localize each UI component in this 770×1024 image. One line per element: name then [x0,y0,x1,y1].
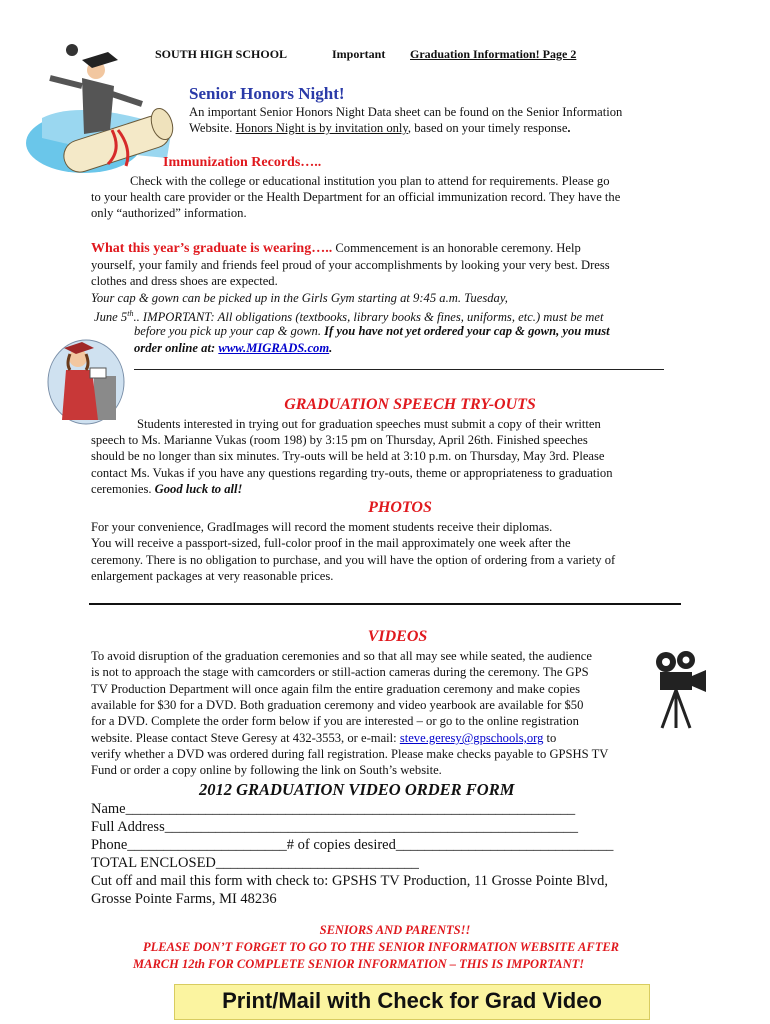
wearing-order-note: If you have not yet ordered your cap & gown, you must [324,324,610,338]
videos-line-5: for a DVD. Complete the order form below if you are interested – or go to the online registration [91,714,579,728]
photos-line-3: ceremony. There is no obligation to purchase, and you will have the option of ordering from a variety of [91,553,616,567]
videos-to: to [543,731,557,745]
wearing-line-7 [134,340,332,357]
photos-line-2: You will receive a passport-sized, full-color proof in the mail approximately one week after the [91,536,571,550]
print-mail-banner: Print/Mail with Check for Grad Video [174,984,650,1020]
wearing-date-sup: th [127,309,134,318]
divider-2 [89,603,681,605]
wearing-before: before you pick up your cap & gown. [134,324,325,338]
wearing-line-1 [91,240,581,258]
honors-text-end: , based on your timely response [407,121,568,135]
videos-line-3: TV Production Department will once again film the entire graduation ceremony and make copies [91,682,581,696]
wearing-line-3: clothes and dress shoes are expected. [91,274,278,288]
header-title: Graduation Information! Page 2 [410,47,577,61]
photos-heading: PHOTOS [368,499,432,516]
form-mail-line-2: Grosse Pointe Farms, MI 48236 [91,891,277,907]
photos-line-4: enlargement packages at very reasonable prices. [91,569,334,583]
form-title: 2012 GRADUATION VIDEO ORDER FORM [199,780,515,799]
wearing-end: . [329,341,333,355]
email-link[interactable]: steve.geresy@gpschools,org [399,731,544,745]
videos-line-7: verify whether a DVD was ordered during fall registration. Please make checks payable to GPSHS TV [91,747,609,761]
honors-line-1: An important Senior Honors Night Data sheet can be found on the Senior Information [189,105,623,119]
speech-line-1: Students interested in trying out for graduation speeches must submit a copy of their written [137,417,601,431]
videos-line-6 [91,730,556,747]
wearing-date: June 5 [94,310,128,325]
form-mail-line-1: Cut off and mail this form with check to: GPSHS TV Production, 11 Grosse Pointe Blvd, [91,873,609,889]
speech-line-4: contact Ms. Vukas if you have any questions regarding try-outs, theme or appropriateness to graduation [91,466,613,480]
videos-line-2: is not to approach the stage with camcorders or still-action cameras during the ceremony. The GPS [91,665,589,679]
speech-line-3: should be no longer than six minutes. Try-outs will be held at 3:10 p.m. on Thursday, May 3rd. Please [91,449,605,463]
videos-contact: website. Please contact Steve Geresy at 432-3553, or e-mail: [91,731,400,745]
wearing-heading: What this year’s graduate is wearing….. [91,241,333,256]
notice-line-1: SENIORS AND PARENTS!! [319,923,471,937]
speech-ceremonies: ceremonies. [91,482,155,496]
videos-line-4: available for $30 for a DVD. Both graduation ceremony and video yearbook are available for $50 [91,698,584,712]
honors-heading: Senior Honors Night! [189,84,345,103]
wearing-line-2: yourself, your family and friends feel proud of your accomplishments by looking your very best. Dress [91,258,610,272]
header-important: Important [332,47,386,61]
speech-heading: GRADUATION SPEECH TRY-OUTS [284,396,536,413]
wearing-line-4: Your cap & gown can be picked up in the Girls Gym starting at 9:45 a.m. Tuesday, [91,291,508,305]
speech-line-2: speech to Ms. Marianne Vukas (room 198) by 3:15 pm on Thursday, April 26th. Finished speeches [91,433,588,447]
videos-heading: VIDEOS [367,628,428,645]
form-address-field[interactable]: Full Address_________________________________________________________ [91,819,578,835]
header-school: SOUTH HIGH SCHOOL [155,47,288,61]
graduate-on-diploma-icon [22,38,182,188]
notice-line-2: PLEASE DON’T FORGET TO GO TO THE SENIOR INFORMATION WEBSITE AFTER [143,940,620,954]
immunization-line-3: only “authorized” information. [91,206,247,220]
form-name-field[interactable]: Name______________________________________________________________ [91,801,576,817]
movie-camera-icon [652,650,708,730]
divider-1 [134,369,664,370]
videos-line-8: Fund or order a copy online by following the link on South’s website. [91,763,442,777]
honors-line-2 [189,120,571,137]
speech-good-luck: Good luck to all! [154,482,243,496]
immunization-line-2: to your health care provider or the Health Department for an official immunization record. They have the [91,190,621,204]
videos-line-1: To avoid disruption of the graduation ceremonies and so that all may see while seated, the audience [91,649,592,663]
photos-line-1: For your convenience, GradImages will record the moment students receive their diplomas. [91,520,553,534]
form-total-field[interactable]: TOTAL ENCLOSED____________________________ [91,855,419,871]
speech-line-5 [91,481,242,498]
wearing-line-6 [134,323,610,340]
honors-invitation: Honors Night is by invitation only [235,121,408,135]
form-phone-field[interactable]: Phone______________________# of copies desired______________________________ [91,837,614,853]
migrads-link[interactable]: www.MIGRADS.com [218,341,330,355]
immunization-heading: Immunization Records….. [163,155,322,170]
honors-period: . [567,121,571,135]
honors-text: Website. [189,121,236,135]
wearing-text: Commencement is an honorable ceremony. Help [332,241,581,255]
wearing-obligations: .. IMPORTANT: All obligations (textbooks, library books & fines, uniforms, etc.) must be met [133,310,604,325]
immunization-line-1: Check with the college or educational institution you plan to attend for requirements. Please go [130,174,610,188]
wearing-order-online: order online at: [134,341,219,355]
notice-line-3: MARCH 12th FOR COMPLETE SENIOR INFORMATION – THIS IS IMPORTANT! [133,957,585,971]
